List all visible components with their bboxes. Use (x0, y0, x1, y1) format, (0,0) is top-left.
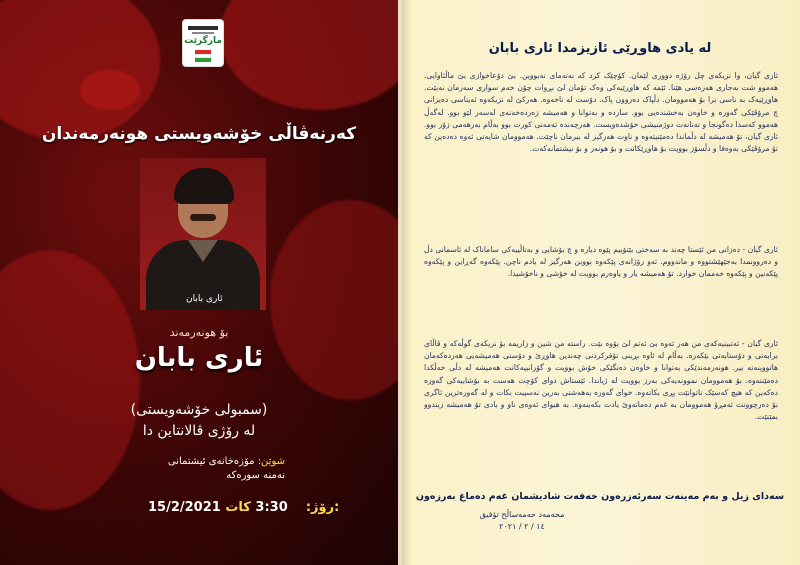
place-label: شوێن: (257, 456, 285, 467)
event-poster (0, 0, 398, 565)
poster-subtitle-occasion: لە رۆژی ڤالانتاین دا (142, 423, 256, 439)
letter-paragraph-3: ئاری گیان - ئەتبینیەکەی من هەر ئەوە بێ ئەتم لێ بۆوە بێت. راستە من شین و زاریمە بۆ نزیکەی گوڵەکە و ڤاڵای برایەتی و دۆستایەتی بێکەرە. بەڵام لە ئاوە بڕینی تۆفرکردنی چەندین هاوڕێ و دۆستی هەمیشەیی هەردەکەمان هاتووینەتە بیر. هونەرمەندێکی بەتوانا و خاوەن دەنگێکی خۆش بوویت و گۆرانییەکانت هەمیشە لە دڵی خەڵکدا دەمێننەوە. بۆ هەموومان نموونەیەکی بەرز بوویت لە ژیاندا. ئێستاش دوای کۆچت هەست بە بۆشاییەکی گەورە دەکەین کە هیچ کەسێک ناتوانێت پڕی بکاتەوە. خوای گەورە بەهەشتی بەرین نەسیبت بکات و لە گەورەترین ئاگری بۆ دەرچوونت ئەمڕۆ هەموومان بە غەم دەمانەوێ یادت بکەینەوە. بە هیوای ئەوەی ناو و یادی تۆ هەمیشە زیندوو بمێنێت. (424, 339, 778, 422)
letter-paragraph-2: ئاری گیان - دەزانی من ئێستا چەند بە سەختی بێتۆییم پێوە دیارە و چ بۆشایی و بەتاڵییەکی ساماناک لە ئاسمانی دڵ و دەروونمدا بەجێهێشتووە و ماندووم. ئەو رۆژانەی پێکەوە بووین هەرگیز لە یادم ناچن. پێکەوە گەڕاین و پێکەوە پێکەنین و پێکەوە خەممان خوارد. تۆ هەمیشە یار و یاوەرم بوویت لە خۆشی و ناخۆشیدا. (424, 245, 778, 279)
sponsor-logo (183, 20, 223, 66)
time-label: کات: (225, 500, 340, 515)
artist-name: ئاری بابان (134, 343, 264, 373)
place-value: مۆزەخانەی ئیشتمانی (167, 456, 255, 467)
for-artist-label: بۆ هونەرمەند (169, 326, 229, 339)
closing-verse: سەدای زیل و بەم مەینەت سەرئەزرەون خەفەت شادیشمان غەم دەماغ بەرزەون (415, 491, 785, 502)
photo-caption: ئاری بابان (186, 294, 223, 304)
blood-splatter (80, 70, 140, 110)
blood-splatter (0, 0, 160, 140)
letter-title: لە یادی هاوڕێی ئازیزمدا ئاری بابان (488, 41, 712, 56)
event-place (150, 456, 285, 467)
logo-name: مارگرێت (184, 36, 222, 46)
event-place-line2: نەمنە سورەکە (226, 470, 285, 481)
poster-headline: کەرنەڤاڵی خۆشەویستی هونەرمەندان (41, 124, 357, 144)
blood-splatter (220, 0, 398, 110)
date-value: 15/2/2021 (148, 500, 221, 515)
blood-splatter (0, 250, 140, 510)
memorial-letter (402, 0, 800, 565)
artist-photo (140, 158, 266, 310)
letter-paragraph-1: ئاری گیان، وا نزیکەی چل رۆژە دووری لێمان. کۆچێک کرد کە بەتەمای نەبووین. بێ دۆعاخوازی بێ ماڵئاوایی. هەموو شت بەجاری هەرەسی هێنا. ئێمە کە هاوڕێیەکی وەک تۆمان لێ بڕوات چۆن خەم سواری سەرمان نەبێت. هاوڕێیەک بە ناسی برا بۆ هەموومان. دڵپاک دەروون پاک. دۆست لە ناخەوە. هەرکێ لە نزیکەوە ئەیناسی دەیزانی چ مرۆڤێکی گەورە و خاوەن بەخشندەیی بوو. ساردە و بەتوانا و هەمیشە زەردەخەنەی لەسەر لێو بوو. لەگەڵ هەموو کەسدا دەگونجا و تەنانەت دوژمنیشی خۆشدەویست. هەرچەندە تەمەنی کورت بوو بەڵام بەرهەمی زۆر بوو. ئاری گیان، تۆ هەمیشە لە دڵماندا دەمێنیتەوە و ناوت هەرگیز لە بیرمان ناچێت. هەموومان شایەتی ئەوە دەدەین کە تۆ مرۆڤێکی بەوەفا و دڵسۆز بوویت بۆ هاوڕێکانت و بۆ هونەر و بۆ نیشتمانەکەت. (424, 71, 778, 154)
event-datetime (148, 500, 339, 515)
poster-subtitle: (سمبولی خۆشەویستی) (130, 402, 268, 418)
signature-date: ١٤ / ٢ / ٢٠٢١ (499, 522, 545, 531)
flag-icon (195, 50, 211, 62)
signature-name: محەمەد حەمەساڵح تۆفیق (479, 510, 565, 519)
date-label: رۆژ: (305, 500, 335, 515)
time-value: 3:30 (255, 500, 288, 515)
